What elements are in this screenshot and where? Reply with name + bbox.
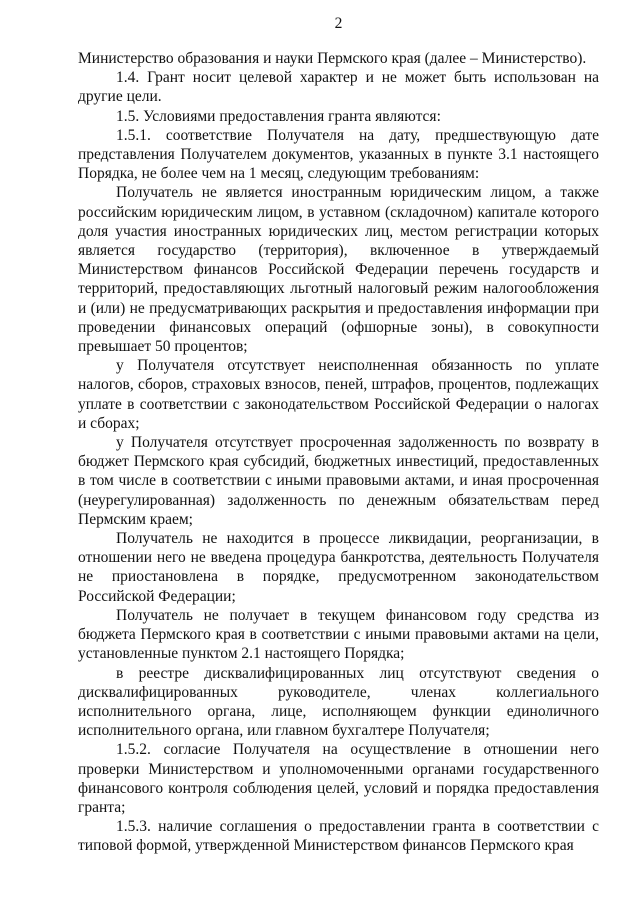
paragraph-budget-funds: Получатель не получает в текущем финансовом году средства из бюджета Пермского края в соответствии с иными правовыми актами на цели, установленные пунктом 2.1 настоящего Порядка; [78, 606, 599, 663]
paragraph-overdue-debt: у Получателя отсутствует просроченная задолженность по возврату в бюджет Пермского края субсидий, бюджетных инвестиций, предоставленных в том числе в соответствии с иными правовыми актами, и иная просроченная (неурегулированная) задолженность по денежным обязательствам перед Пермским краем; [78, 434, 599, 528]
paragraph-1-5-1: 1.5.1. соответствие Получателя на дату, предшествующую дате представления Получателем документов, указанных в пункте 3.1 настоящего Порядка, не более чем на 1 месяц, следующим требованиям: [78, 126, 599, 183]
paragraph-continuation: Министерство образования и науки Пермского края (далее – Министерство). [78, 50, 587, 67]
paragraph-tax-obligations: у Получателя отсутствует неисполненная обязанность по уплате налогов, сборов, страховых взносов, пеней, штрафов, процентов, подлежащих уплате в соответствии с законодательством Российской Федерации о налогах и сборах; [78, 357, 599, 432]
document-body [78, 49, 599, 856]
paragraph-1-4: 1.4. Грант носит целевой характер и не может быть использован на другие цели. [78, 69, 599, 106]
paragraph-1-5: 1.5. Условиями предоставления гранта являются: [116, 107, 441, 125]
paragraph-foreign-entity: Получатель не является иностранным юридическим лицом, а также российским юридическим лицом, в уставном (складочном) капитале которого доля участия иностранных юридических лиц, местом регистрации которых является государство (территория), включенное в утверждаемый Министерством финансов Российской Федерации перечень государств и территорий, предоставляющих льготный налоговый режим налогообложения и (или) не предусматривающих раскрытия и предоставления информации при проведении финансовых операций (офшорные зоны), в совокупности превышает 50 процентов; [78, 184, 599, 356]
paragraph-disqualified-registry: в реестре дисквалифицированных лиц отсутствуют сведения о дисквалифицированных руководителе, членах коллегиального исполнительного органа, лице, исполняющем функции единоличного исполнительного органа, или главном бухгалтере Получателя; [78, 664, 599, 740]
page-number: 2 [334, 15, 343, 32]
paragraph-1-5-3: 1.5.3. наличие соглашения о предоставлении гранта в соответствии с типовой формой, утвержденной Министерством финансов Пермского края [78, 818, 599, 855]
paragraph-1-5-2: 1.5.2. согласие Получателя на осуществление в отношении него проверки Министерством и уполномоченными органами государственного финансового контроля соблюдения целей, условий и порядка предоставления гранта; [78, 741, 599, 816]
paragraph-liquidation: Получатель не находится в процессе ликвидации, реорганизации, в отношении него не введена процедура банкротства, деятельность Получателя не приостановлена в порядке, предусмотренном законодательством Российской Федерации; [78, 530, 599, 605]
